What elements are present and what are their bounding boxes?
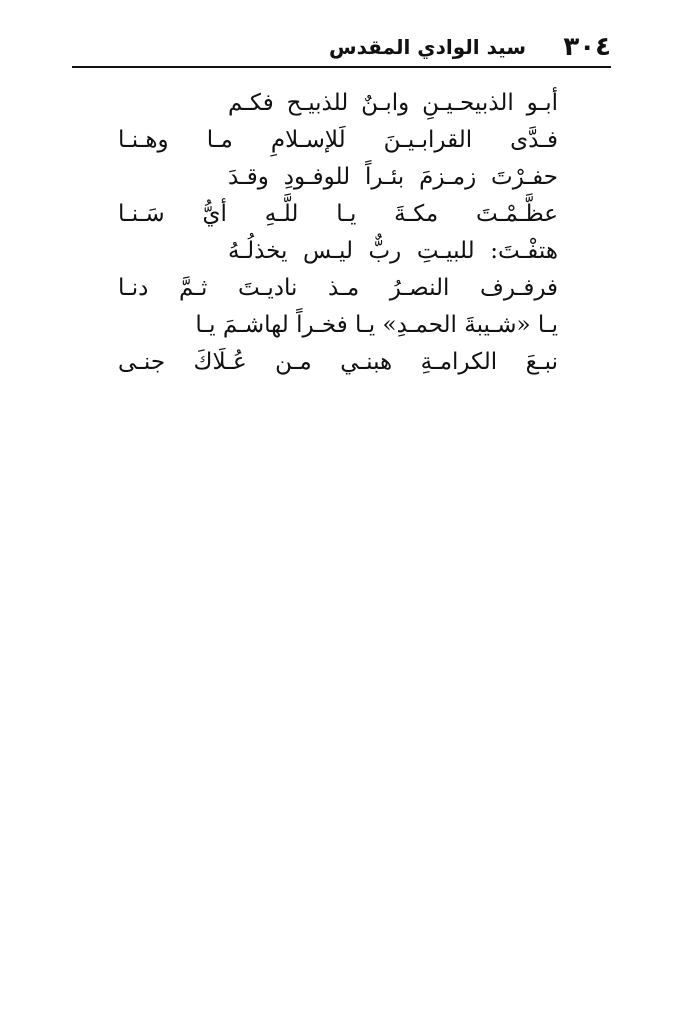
- verse-line: عظَّـمْـتَ مكـةَ يـا للَّـهِ أيُّ سَـنـا: [118, 201, 558, 227]
- verse-line: يـا «شـيبةَ الحمـدِ» يـا فخـراً لهاشـمَ يـا: [195, 312, 558, 338]
- page-number: ٣٠٤: [563, 32, 611, 62]
- running-title: سيد الوادي المقدس: [329, 35, 526, 59]
- page-header: [72, 30, 611, 68]
- verse-line: فرفـرف النصـرُ مـذ ناديـتَ ثـمَّ دنـا: [118, 275, 558, 301]
- header-divider: [72, 66, 611, 68]
- verse-line: أبـو الذبيحـيـنِ وابـنٌ للذبيـح فكـم: [228, 90, 558, 116]
- verse-line: فـدَّى القرابـيـنَ لَلإسـلامِ مـا وهـنـا: [118, 127, 558, 153]
- verse-line: هتفْـتَ: للبيـتِ ربٌّ ليـس يخذلُـهُ: [228, 238, 558, 264]
- verse-line: حفـرْتَ زمـزمَ بئـراً للوفـودِ وقـدَ: [228, 164, 558, 190]
- verse-line: نبـعَ الكرامـةِ هبنـي مـن عُـلَاكَ جنـى: [118, 349, 558, 375]
- poem-body: [118, 85, 558, 381]
